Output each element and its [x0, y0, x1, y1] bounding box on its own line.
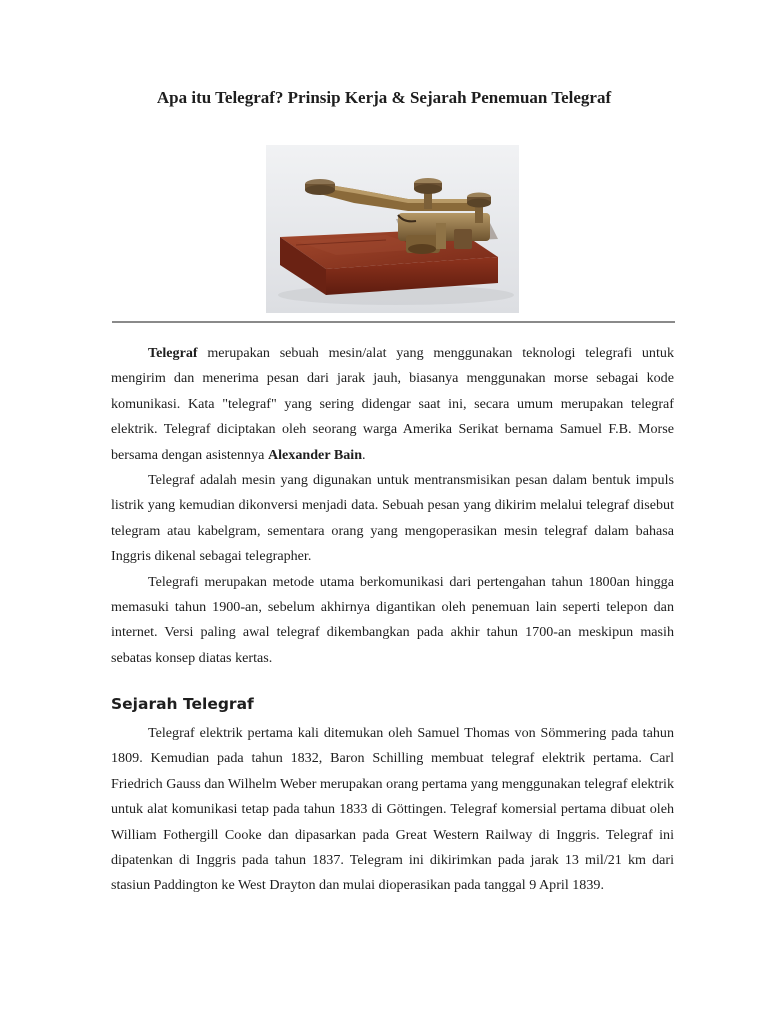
name-alexander-bain: Alexander Bain — [267, 446, 363, 463]
section-heading: Sejarah Telegraf — [111, 695, 254, 713]
paragraph-1 — [111, 341, 674, 468]
telegraph-key-image — [266, 145, 519, 313]
intro-section — [111, 341, 674, 671]
paragraph-3: Telegrafi merupakan metode utama berkomunikasi dari pertengahan tahun 1800an hingga memasuki tahun 1900-an, sebelum akhirnya digantikan oleh penemuan lain seperti telepon dan internet. Versi paling awal telegraf dikembangkan pada akhir tahun 1700-an meskipun masih sebatas konsep diatas kertas. — [111, 573, 674, 666]
paragraph-1-text-b: . — [362, 446, 366, 463]
paragraph-4: Telegraf elektrik pertama kali ditemukan oleh Samuel Thomas von Sömmering pada tahun 1809. Kemudian pada tahun 1832, Baron Schilling membuat telegraf elektrik pertama. Carl Friedrich Gauss dan Wilhelm Weber merupakan orang pertama yang menggunakan telegraf elektrik untuk alat komunikasi tetap pada tahun 1833 di Göttingen. Telegraf komersial pertama dibuat oleh William Fothergill Cooke dan dipasarkan pada Great Western Railway di Inggris. Telegraf ini dipatenkan di Inggris pada tahun 1837. Telegram ini dikirimkan pada jarak 13 mil/21 km dari stasiun Paddington ke West Drayton dan mulai dioperasikan pada tanggal 9 April 1839. — [111, 725, 674, 894]
term-telegraf: Telegraf — [148, 345, 198, 361]
paragraph-2: Telegraf adalah mesin yang digunakan untuk mentransmisikan pesan dalam bentuk impuls listrik yang kemudian dikonversi menjadi data. Sebuah pesan yang dikirim melalui telegraf disebut telegram atau kabelgram, sementara orang yang mengoperasikan mesin telegraf dalam bahasa Inggris dikenal sebagai telegrapher. — [111, 472, 674, 565]
horizontal-rule — [112, 321, 675, 323]
document-title: Apa itu Telegraf? Prinsip Kerja & Sejarah Penemuan Telegraf — [156, 88, 612, 107]
history-section — [111, 721, 674, 899]
paragraph-1-text-a: merupakan sebuah mesin/alat yang menggunakan teknologi telegrafi untuk mengirim dan menerima pesan dari jarak jauh, biasanya menggunakan morse sebagai kode komunikasi. Kata "telegraf" yang sering didengar saat ini, secara umum merupakan telegraf elektrik. Telegraf diciptakan oleh seorang warga Amerika Serikat bernama Samuel F.B. Morse bersama dengan asistennya — [111, 345, 674, 463]
